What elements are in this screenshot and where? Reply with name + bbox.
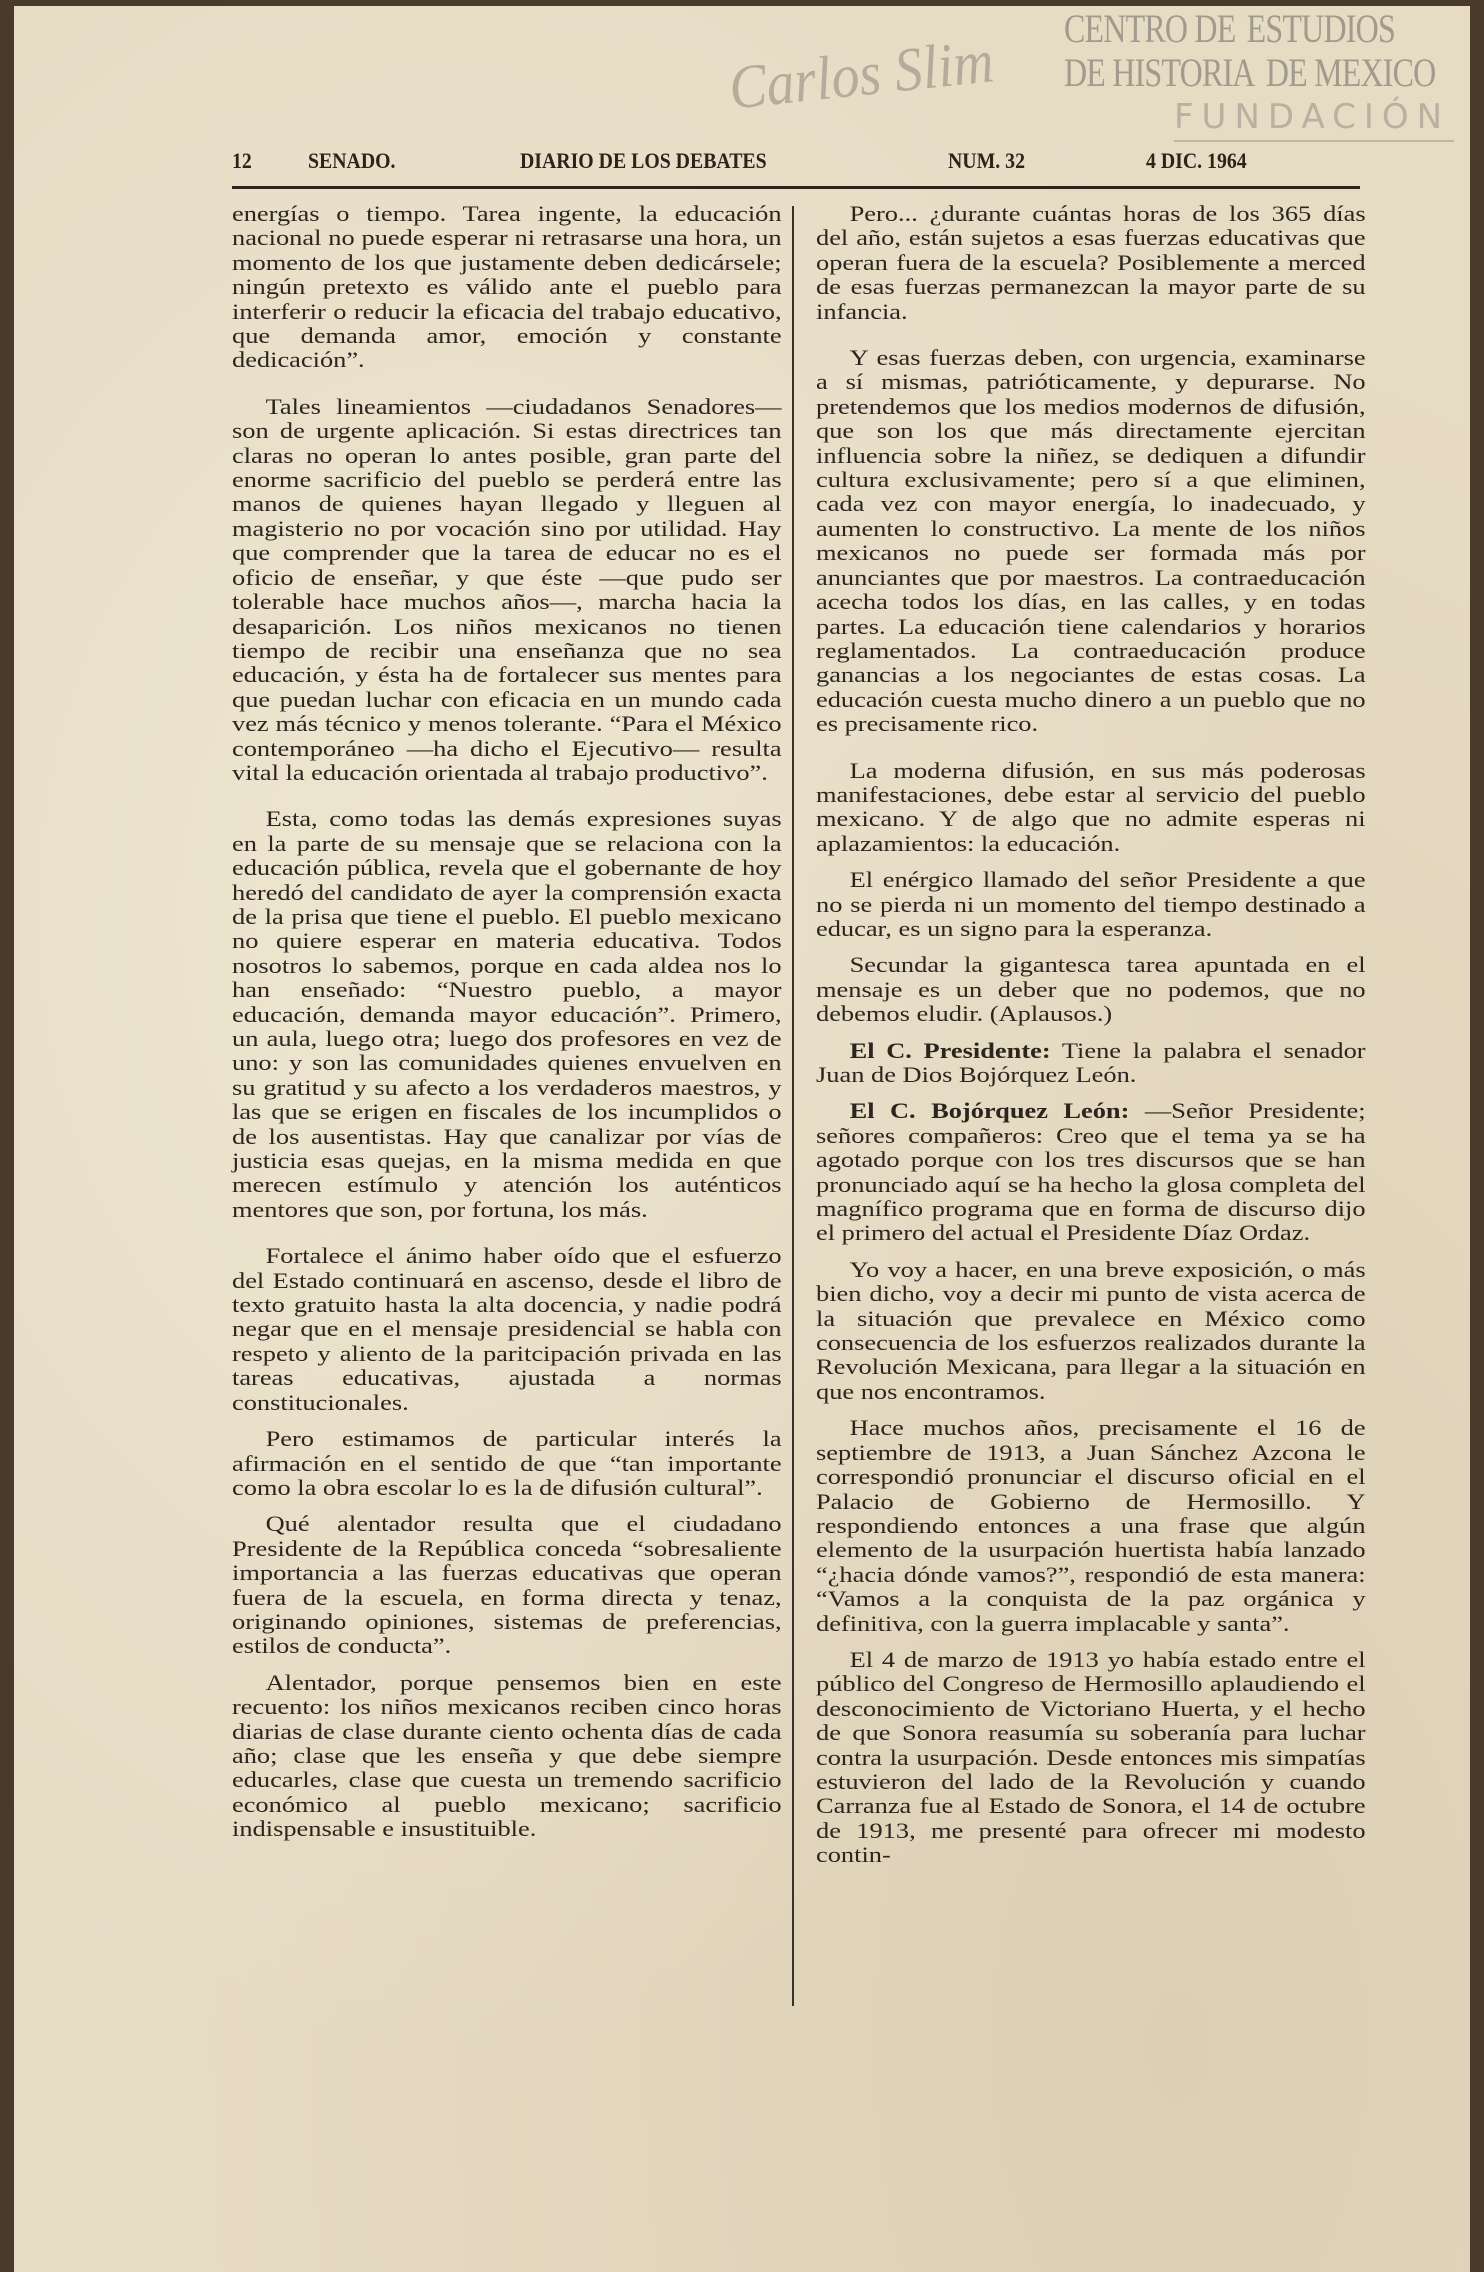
left-column: [232, 202, 782, 1854]
watermark-signature: Carlos Slim: [725, 27, 997, 123]
paragraph: Esta, como todas las demás expresiones suyas en la parte de su mensaje que se relaciona con la educación pública, revela que el gobernante de hoy heredó del candidato de ayer la comprensión exacta de la prisa que tiene el pueblo. El pueblo mexicano no quiere esperar en materia educativa. Todos nosotros lo sabemos, porque en cada aldea nos lo han enseñado: “Nuestro pueblo, a mayor educación, demanda mayor educación”. Primero, un aula, luego otra; luego dos profesores en vez de uno: y son las comunidades quienes envuelven en su gratitud y su afecto a los verdaderos maestros, y las que se erigen en fiscales de los incumplidos o de los ausentistas. Hay que canalizar por vías de justicia esas quejas, en la misma medida en que merecen estímulo y atención los auténticos mentores que son, por fortuna, los más.: [232, 806, 782, 1222]
header-date: 4 DIC. 1964: [1146, 148, 1247, 173]
watermark-line: DE HISTORIA: [1064, 50, 1255, 95]
column-divider: [792, 206, 794, 2006]
watermark-rule: [1174, 140, 1454, 142]
watermark-line: CENTRO DE: [1064, 6, 1236, 51]
speech-text: Tiene la palabra el senador Juan de Dios Bojórquez León.: [816, 1037, 1366, 1087]
paragraph: Pero... ¿durante cuántas horas de los 365 días del año, están sujetos a esas fuerzas educativas que operan fuera de la escuela? Posiblemente a merced de esas fuerzas permanezcan la mayor parte de su infancia.: [816, 201, 1366, 324]
speech-paragraph: [816, 1099, 1366, 1245]
header-publication: DIARIO DE LOS DEBATES: [520, 148, 767, 173]
speaker-name: El C. Bojórquez León:: [849, 1098, 1130, 1124]
paragraph: Y esas fuerzas deben, con urgencia, examinarse a sí mismas, patrióticamente, y depurarse. No pretendemos que los medios modernos de difusión, que son los que más directamente ejercitan influencia sobre la niñez, se dediquen a difundir cultura exclusivamente; pero sí a que eliminen, cada vez con mayor energía, lo inadecuado, y aumenten lo constructivo. La mente de los niños mexicanos no puede ser formada más por anunciantes que por maestros. La contraeducación acecha todos los días, en las calles, y en todas partes. La educación tiene calendarios y horarios reglamentados. La contraeducación produce ganancias a los negociantes de estas cosas. La educación cuesta mucho dinero a un pueblo que no es precisamente rico.: [816, 345, 1366, 737]
watermark-foundation: FUNDACIÓN: [1174, 97, 1451, 137]
page-number: 12: [232, 148, 252, 173]
right-column: [816, 202, 1366, 1880]
speech-paragraph: [816, 1039, 1366, 1088]
header-issue: NUM. 32: [948, 148, 1025, 173]
speaker-name: El C. Presidente:: [849, 1037, 1051, 1063]
paragraph: El 4 de marzo de 1913 yo había estado entre el público del Congreso de Hermosillo aplaudiendo el desconocimiento de Victoriano Huerta, y el hecho de que Sonora reasumía su soberanía para luchar contra la usurpación. Desde entonces mis simpatías estuvieron del lado de la Revolución y cuando Carranza fue al Estado de Sonora, el 14 de octubre de 1913, me presenté para ofrecer mi modesto contin-: [816, 1646, 1366, 1868]
paragraph: Hace muchos años, precisamente el 16 de septiembre de 1913, a Juan Sánchez Azcona le correspondió pronunciar el discurso oficial en el Palacio de Gobierno de Hermosillo. Y respondiendo entonces a una frase que algún elemento de la usurpación huertista había lanzado “¿hacia dónde vamos?”, respondió de esta manera: “Vamos a la conquista de la paz orgánica y definitiva, con la guerra implacable y santa”.: [816, 1415, 1366, 1636]
document-page: [14, 6, 1470, 2272]
watermark-row: [1064, 8, 1406, 50]
paragraph: Yo voy a hacer, en una breve exposición, o más bien dicho, voy a decir mi punto de vista acerca de la situación que prevalece en México como consecuencia de los esfuerzos realizados durante la Revolución Mexicana, para llegar a la situación en que nos encontramos.: [816, 1256, 1366, 1404]
header-rule: [232, 186, 1360, 189]
paragraph: Tales lineamientos —ciudadanos Senadores— son de urgente aplicación. Si estas directrices tan claras no operan lo antes posible, gran parte del enorme sacrificio del pueblo se perderá entre las manos de quienes hayan llegado y lleguen al magisterio no por vocación sino por utilidad. Hay que comprender que la tarea de educar no es el oficio de enseñar, y que éste —que pudo ser tolerable hace muchos años—, marcha hacia la desaparición. Los niños mexicanos no tienen tiempo de recibir una enseñanza que no sea educación, y ésta ha de fortalecer sus mentes para que puedan luchar con eficacia en un mundo cada vez más técnico y menos tolerante. “Para el México contemporáneo —ha dicho el Ejecutivo— resulta vital la educación orientada al trabajo productivo”.: [232, 393, 782, 785]
header-chamber: SENADO.: [308, 148, 396, 173]
paragraph: Pero estimamos de particular interés la afirmación en el sentido de que “tan importante como la obra escolar lo es la de difusión cultural”.: [232, 1426, 782, 1500]
paragraph: Secundar la gigantesca tarea apuntada en el mensaje es un deber que no podemos, que no debemos eludir. (Aplausos.): [816, 952, 1366, 1027]
speech-text: —Señor Presidente; señores compañeros: Creo que el tema ya se ha agotado porque con los tres discursos que se han pronunciado aquí se ha hecho la glosa completa del magnífico programa que en forma de discurso dijo el primero del actual el Presidente Díaz Ordaz.: [816, 1098, 1366, 1246]
paragraph: La moderna difusión, en sus más poderosas manifestaciones, debe estar al servicio del pueblo mexicano. Y de algo que no admite esperas ni aplazamientos: la educación.: [816, 757, 1366, 856]
watermark-line: ESTUDIOS: [1246, 6, 1395, 51]
paragraph: Alentador, porque pensemos bien en este recuento: los niños mexicanos reciben cinco horas diarias de clase durante ciento ochenta días de cada año; clase que les enseña y que debe siempre educarles, clase que cuesta un tremendo sacrificio económico al pueblo mexicano; sacrificio indispensable e insustituible.: [232, 1669, 782, 1842]
paragraph: energías o tiempo. Tarea ingente, la educación nacional no puede esperar ni retrasarse una hora, un momento de los que justamente deben dedicársele; ningún pretexto es válido ante el pueblo para interferir o reducir la eficacia del trabajo educativo, que demanda amor, emoción y constante dedicación”.: [232, 201, 782, 373]
watermark-line: DE MEXICO: [1265, 50, 1436, 95]
watermark-row: [1064, 52, 1447, 94]
paragraph: Qué alentador resulta que el ciudadano Presidente de la República conceda “sobresaliente importancia a las fuerzas educativas que operan fuera de la escuela, en forma directa y tenaz, originando opiniones, sistemas de preferencias, estilos de conducta”.: [232, 1511, 782, 1659]
paragraph: El enérgico llamado del señor Presidente a que no se pierda ni un momento del tiempo destinado a educar, es un signo para la esperanza.: [816, 867, 1366, 941]
paragraph: Fortalece el ánimo haber oído que el esfuerzo del Estado continuará en ascenso, desde el libro de texto gratuito hasta la alta docencia, y nadie podrá negar que en el mensaje presidencial se habla con respeto y aliento de la paritcipación privada en las tareas educativas, ajustada a normas constitucionales.: [232, 1243, 782, 1415]
